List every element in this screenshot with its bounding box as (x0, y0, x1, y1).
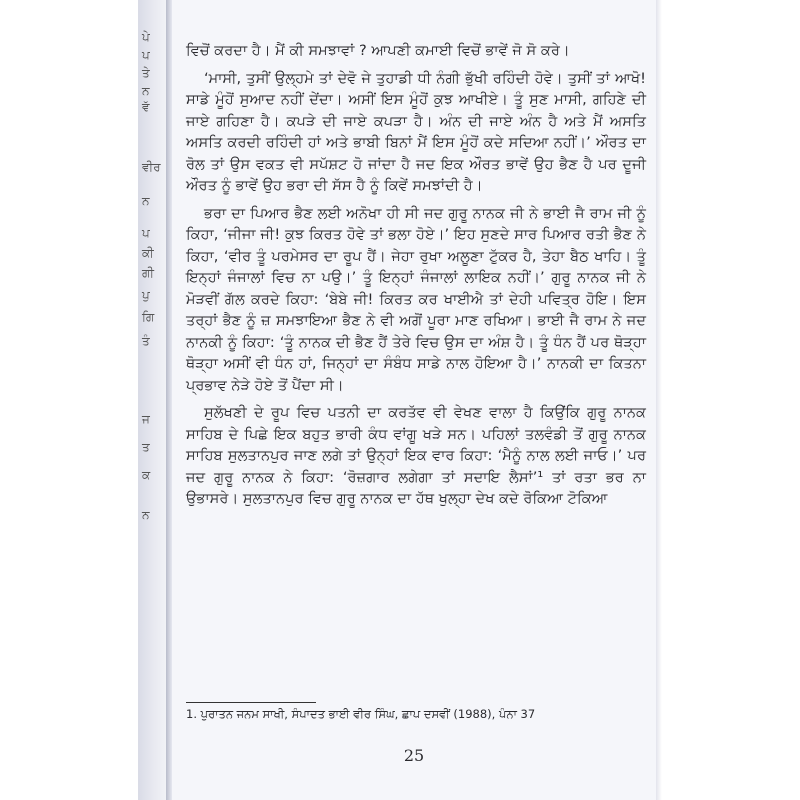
facing-page-fragment: ਤੰ (142, 334, 150, 348)
facing-page-fragment: ਤੇ (142, 66, 150, 80)
facing-page-fragment: ਗਿ (142, 310, 155, 324)
paragraph: ਸੁਲੱਖਣੀ ਦੇ ਰੂਪ ਵਿਚ ਪਤਨੀ ਦਾ ਕਰਤੱਵ ਵੀ ਵੇਖਣ ਵਾਲਾ ਹੈ ਕਿਉਂਕਿ ਗੁਰੂ ਨਾਨਕ ਸਾਹਿਬ ਦੇ ਪਿਛੇ ਇਕ ਬਹੁਤ ਭਾਰੀ ਕੰਧ ਵਾਂਗੂ ਖੜੇ ਸਨ। ਪਹਿਲਾਂ ਤਲਵੰਡੀ ਤੋਂ ਗੁਰੂ ਨਾਨਕ ਸਾਹਿਬ ਸੁਲਤਾਨਪੁਰ ਜਾਣ ਲਗੇ ਤਾਂ ਉਨ੍ਹਾਂ ਇਕ ਵਾਰ ਕਿਹਾ: ‘ਮੈਨੂੰ ਨਾਲ ਲਈ ਜਾਓ।’ ਪਰ ਜਦ ਗੁਰੂ ਨਾਨਕ ਨੇ ਕਿਹਾ: ‘ਰੋਜ਼ਗਾਰ ਲਗੇਗਾ ਤਾਂ ਸਦਾਇ ਲੈਸਾਂ’¹ ਤਾਂ ਰਤਾ ਭਰ ਨਾ ਉਭਾਸਰੇ। ਸੁਲਤਾਨਪੁਰ ਵਿਚ ਗੁਰੂ ਨਾਨਕ ਦਾ ਹੱਥ ਖੁਲ੍ਹਾ ਦੇਖ ਕਦੇ ਰੋਕਿਆ ਟੋਕਿਆ (186, 404, 646, 507)
facing-page-fragment: ਨ (142, 194, 150, 208)
paragraph: ‘ਮਾਸੀ, ਤੁਸੀਂ ਉਲ੍ਹਮੇ ਤਾਂ ਦੇਵੋ ਜੇ ਤੁਹਾਡੀ ਧੀ ਨੰਗੀ ਭੁੱਖੀ ਰਹਿੰਦੀ ਹੋਵੇ। ਤੁਸੀਂ ਤਾਂ ਆਖੋ! ਸਾਡੇ ਮੂੰਹੋਂ ਸੁਆਦ ਨਹੀਂ ਦੇਂਦਾ। ਅਸੀਂ ਇਸ ਮੂੰਹੋਂ ਕੁਝ ਆਖੀਏ। ਤੂੰ ਸੁਣ ਮਾਸੀ, ਗਹਿਣੇ ਦੀ ਜਾਏ ਗਹਿਣਾ ਹੈ। ਕਪੜੇ ਦੀ ਜਾਏ ਕਪੜਾ ਹੈ। ਅੰਨ ਦੀ ਜਾਏ ਅੰਨ ਹੈ ਅਤੇ ਮੈਂ ਅਸਤਿ ਅਸਤਿ ਕਰਦੀ ਰਹਿੰਦੀ ਹਾਂ ਅਤੇ ਭਾਬੀ ਬਿਨਾਂ ਮੈਂ ਇਸ ਮੂੰਹੋਂ ਕਦੇ ਸਦਿਆ ਨਹੀਂ।’ ਔਰਤ ਦਾ ਰੋਲ ਤਾਂ ਉਸ ਵਕਤ ਵੀ ਸਪੱਸ਼ਟ ਹੋ ਜਾਂਦਾ ਹੈ ਜਦ ਇਕ ਔਰਤ ਭਾਵੇਂ ਉਹ ਭੈਣ ਹੈ ਪਰ ਦੂਜੀ ਔਰਤ ਨੂੰ ਭਾਵੇਂ ਉਹ ਭਰਾ ਦੀ ਸੱਸ ਹੈ ਨੂੰ ਕਿਵੇਂ ਸਮਝਾਂਦੀ ਹੈ। (186, 69, 646, 194)
book-page (172, 0, 656, 800)
body-text (186, 40, 646, 516)
facing-page-fragment: ਜ (142, 412, 150, 426)
facing-page-fragment: ਗੀ (142, 266, 154, 280)
facing-page-fragment: ਕੀ (142, 246, 154, 260)
facing-page-fragment: ਪ (142, 226, 150, 240)
facing-page-fragment: ਪ (142, 48, 150, 62)
facing-page-fragment: ਪੇ (142, 30, 150, 44)
facing-page-fragment: ਨ (142, 84, 150, 98)
footnote: 1. ਪੁਰਾਤਨ ਜਨਮ ਸਾਖੀ, ਸੰਪਾਦਤ ਭਾਈ ਵੀਰ ਸਿੰਘ, ਛਾਪ ਦਸਵੀਂ (1988), ਪੰਨਾ 37 (186, 707, 536, 721)
facing-page-fragment: ਵੱ (142, 100, 150, 114)
facing-page-edge (138, 0, 166, 800)
facing-page-fragment: ਨ (142, 508, 150, 522)
facing-page-fragment: ਕ (142, 468, 151, 482)
facing-page-fragment: ਪੁ (142, 288, 150, 302)
facing-page-fragment: ਤ (142, 440, 150, 454)
footnote-divider (186, 702, 316, 703)
facing-page-fragment: ਵੀਰ (142, 160, 161, 174)
page-edge (656, 0, 662, 800)
page-number: 25 (403, 746, 425, 765)
paragraph: ਭਰਾ ਦਾ ਪਿਆਰ ਭੈਣ ਲਈ ਅਨੋਖਾ ਹੀ ਸੀ ਜਦ ਗੁਰੂ ਨਾਨਕ ਜੀ ਨੇ ਭਾਈ ਜੈ ਰਾਮ ਜੀ ਨੂੰ ਕਿਹਾ, ‘ਜੀਜਾ ਜੀ! ਕੁਝ ਕਿਰਤ ਹੋਵੇ ਤਾਂ ਭਲਾ ਹੋਏ।’ ਇਹ ਸੁਣਦੇ ਸਾਰ ਪਿਆਰ ਰਤੀ ਭੈਣ ਨੇ ਕਿਹਾ, ‘ਵੀਰ ਤੂੰ ਪਰਮੇਸਰ ਦਾ ਰੂਪ ਹੈਂ। ਜੇਹਾ ਰੁਖਾ ਅਲੂਣਾ ਟੁੱਕਰ ਹੈ, ਤੇਹਾ ਬੈਠ ਖਾਹਿ। ਤੂੰ ਇਨ੍ਹਾਂ ਜੰਜਾਲਾਂ ਵਿਚ ਨਾ ਪਉ।’ ਤੂੰ ਇਨ੍ਹਾਂ ਜੰਜਾਲਾਂ ਲਾਇਕ ਨਹੀਂ।’ ਗੁਰੂ ਨਾਨਕ ਜੀ ਨੇ ਮੋੜਵੀਂ ਗੱਲ ਕਰਦੇ ਕਿਹਾ: ‘ਬੇਬੇ ਜੀ! ਕਿਰਤ ਕਰ ਖਾਈਐ ਤਾਂ ਦੇਹੀ ਪਵਿਤ੍ਰ ਹੋਇ। ਇਸ ਤਰ੍ਹਾਂ ਭੈਣ ਨੂੰ ਜ਼ ਸਮਝਾਇਆ ਭੈਣ ਨੇ ਵੀ ਅਗੋਂ ਪੂਰਾ ਮਾਣ ਰਖਿਆ। ਭਾਈ ਜੈ ਰਾਮ ਨੇ ਜਦ ਨਾਨਕੀ ਨੂੰ ਕਿਹਾ: ‘ਤੂੰ ਨਾਨਕ ਦੀ ਭੈਣ ਹੈਂ ਤੇਰੇ ਵਿਚ ਉਸ ਦਾ ਅੰਸ਼ ਹੈ। ਤੂੰ ਧੰਨ ਹੈਂ ਪਰ ਥੋੜ੍ਹਾ ਥੋੜ੍ਹਾ ਅਸੀਂ ਵੀ ਧੰਨ ਹਾਂ, ਜਿਨ੍ਹਾਂ ਦਾ ਸੰਬੰਧ ਸਾਡੇ ਨਾਲ ਹੋਇਆ ਹੈ।’ ਨਾਨਕੀ ਦਾ ਕਿਤਨਾ ਪ੍ਰਭਾਵ ਨੇੜੇ ਹੋਏ ਤੋਂ ਪੈਂਦਾ ਸੀ। (186, 204, 646, 394)
paragraph: ਵਿਚੋਂ ਕਰਦਾ ਹੈ। ਮੈਂ ਕੀ ਸਮਝਾਵਾਂ ? ਆਪਣੀ ਕਮਾਈ ਵਿਚੋਂ ਭਾਵੇਂ ਜੋ ਸੋ ਕਰੇ। (186, 42, 570, 59)
